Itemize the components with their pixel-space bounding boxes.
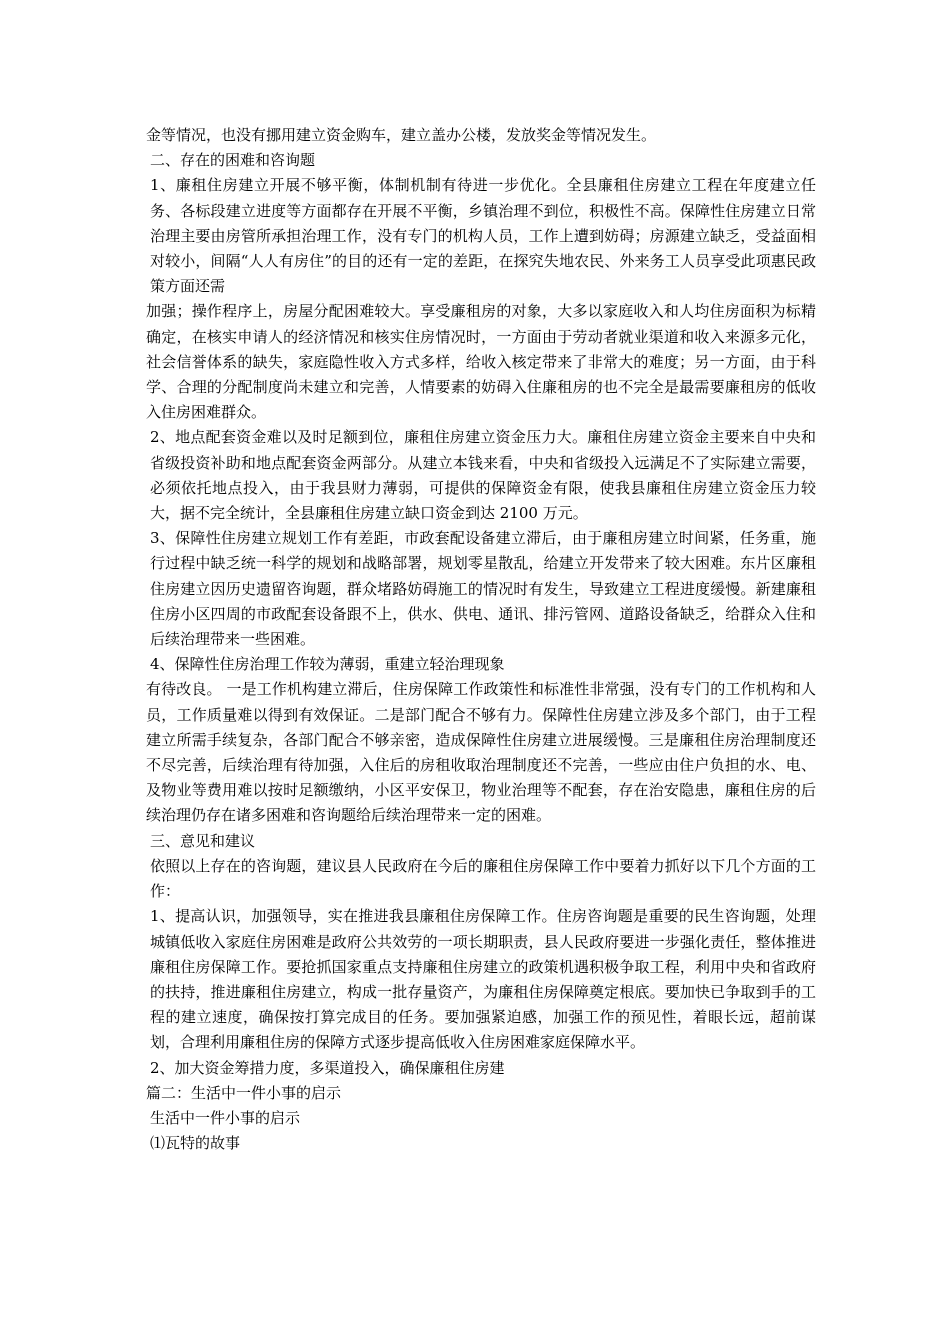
document-page [146,123,816,1156]
paragraph-suggestions-intro: 依照以上存在的咨询题，建议县人民政府在今后的廉租住房保障工作中要着力抓好以下几个方面的工作： [150,856,816,901]
paragraph-difficulty-1: 1、廉租住房建立开展不够平衡，体制机制有待进一步优化。全县廉租住房建立工程在年度建立任务、各标段建立进度等方面都存在开展不平衡，乡镇治理不到位，积极性不高。保障性住房建立日常治理主要由房管所承担治理工作，没有专门的机构人员，工作上遭到妨碍；房源建立缺乏，受益面相对较小，间隔“人人有房住”的目的还有一定的差距，在探究失地农民、外来务工人员享受此项惠民政策方面还需 [150,176,816,296]
section-heading-difficulties: 二、存在的困难和咨询题 [150,151,316,170]
paragraph-difficulty-4: 4、保障性住房治理工作较为薄弱，重建立轻治理现象 [150,655,505,674]
article-two-title: 篇二：生活中一件小事的启示 [146,1083,342,1102]
paragraph-suggestion-1: 1、提高认识，加强领导，实在推进我县廉租住房保障工作。住房咨询题是重要的民生咨询题，处理城镇低收入家庭住房困难是政府公共效劳的一项长期职责，县人民政府要进一步强化责任，整体推进廉租住房保障工作。要抢抓国家重点支持廉租住房建立的政策机遇积极争取工程，利用中央和省政府的扶持，推进廉租住房建立，构成一批存量资产，为廉租住房保障奠定根底。要加快已争取到手的工程的建立速度，确保按打算完成目的任务。要加强紧迫感，加强工作的预见性，着眼长远，超前谋划，合理利用廉租住房的保障方式逐步提高低收入住房困难家庭保障水平。 [150,907,816,1052]
article-two-item-1: ⑴瓦特的故事 [150,1134,241,1153]
article-two-subtitle: 生活中一件小事的启示 [150,1108,301,1127]
paragraph-difficulty-4-cont: 有待改良。 一是工作机构建立滞后，住房保障工作政策性和标准性非常强，没有专门的工作机构和人员，工作质量难以得到有效保证。二是部门配合不够有力。保障性住房建立涉及多个部门，由于工程建立所需手续复杂，各部门配合不够亲密，造成保障性住房建立进展缓慢。三是廉租住房治理制度还不尽完善，后续治理有待加强，入住后的房租收取治理制度还不完善，一些应由住户负担的水、电、及物业等费用难以按时足额缴纳，小区平安保卫，物业治理等不配套，存在治安隐患，廉租住房的后续治理仍存在诸多困难和咨询题给后续治理带来一定的困难。 [146,680,816,825]
paragraph-difficulty-2: 2、地点配套资金难以及时足额到位，廉租住房建立资金压力大。廉租住房建立资金主要来自中央和省级投资补助和地点配套资金两部分。从建立本钱来看，中央和省级投入远满足不了实际建立需要，必须依托地点投入，由于我县财力薄弱，可提供的保障资金有限，使我县廉租住房建立资金压力较大，据不完全统计，全县廉租住房建立缺口资金到达 2100 万元。 [150,428,816,523]
paragraph-1: 金等情况，也没有挪用建立资金购车，建立盖办公楼，发放奖金等情况发生。 [146,126,657,144]
paragraph-difficulty-3: 3、保障性住房建立规划工作有差距，市政套配设备建立滞后，由于廉租房建立时间紧，任务重，施行过程中缺乏统一科学的规划和战略部署，规划零星散乱，给建立开发带来了较大困难。东片区廉租住房建立因历史遗留咨询题，群众堵路妨碍施工的情况时有发生，导致建立工程进度缓慢。新建廉租住房小区四周的市政配套设备跟不上，供水、供电、通讯、排污管网、道路设备缺乏，给群众入住和后续治理带来一些困难。 [150,529,816,649]
section-heading-suggestions: 三、意见和建议 [150,831,256,850]
paragraph-difficulty-1-cont: 加强；操作程序上，房屋分配困难较大。享受廉租房的对象，大多以家庭收入和人均住房面积为标精确定，在核实申请人的经济情况和核实住房情况时，一方面由于劳动者就业渠道和收入来源多元化，社会信誉体系的缺失，家庭隐性收入方式多样，给收入核定带来了非常大的难度；另一方面，由于科学、合理的分配制度尚未建立和完善，人情要素的妨碍入住廉租房的也不完全是最需要廉租房的低收入住房困难群众。 [146,302,816,422]
paragraph-suggestion-2: 2、加大资金筹措力度，多渠道投入，确保廉租住房建 [150,1058,505,1077]
